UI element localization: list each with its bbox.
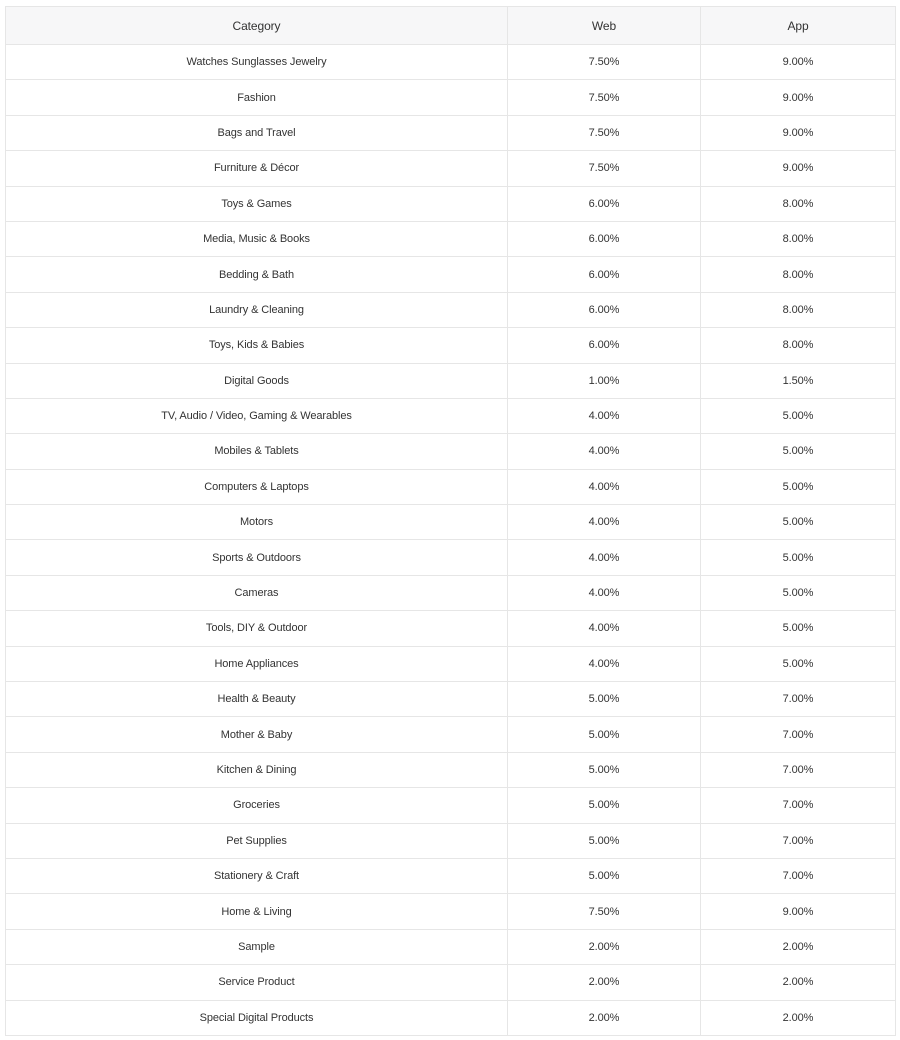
category-cell: Fashion	[6, 80, 508, 115]
category-cell: Furniture & Décor	[6, 151, 508, 186]
table-row	[6, 434, 896, 469]
web-rate-cell: 4.00%	[508, 611, 701, 646]
app-rate-cell: 5.00%	[701, 469, 896, 504]
table-row	[6, 221, 896, 256]
table-row	[6, 45, 896, 80]
table-row	[6, 540, 896, 575]
table-row	[6, 752, 896, 787]
table-row	[6, 858, 896, 893]
table-row	[6, 965, 896, 1000]
table-row	[6, 682, 896, 717]
table-row	[6, 328, 896, 363]
table-row	[6, 823, 896, 858]
table-row	[6, 505, 896, 540]
app-rate-cell: 5.00%	[701, 575, 896, 610]
table-row	[6, 398, 896, 433]
web-rate-cell: 6.00%	[508, 221, 701, 256]
app-rate-cell: 9.00%	[701, 151, 896, 186]
table-header	[6, 7, 896, 45]
column-header-app: App	[701, 7, 896, 45]
web-rate-cell: 1.00%	[508, 363, 701, 398]
web-rate-cell: 6.00%	[508, 186, 701, 221]
app-rate-cell: 5.00%	[701, 434, 896, 469]
app-rate-cell: 9.00%	[701, 115, 896, 150]
app-rate-cell: 8.00%	[701, 221, 896, 256]
app-rate-cell: 8.00%	[701, 186, 896, 221]
app-rate-cell: 7.00%	[701, 858, 896, 893]
commission-table	[5, 6, 896, 1036]
web-rate-cell: 5.00%	[508, 823, 701, 858]
app-rate-cell: 2.00%	[701, 965, 896, 1000]
category-cell: Groceries	[6, 788, 508, 823]
table-row	[6, 929, 896, 964]
web-rate-cell: 7.50%	[508, 115, 701, 150]
header-row	[6, 7, 896, 45]
table-row	[6, 646, 896, 681]
app-rate-cell: 2.00%	[701, 929, 896, 964]
commission-table-container	[5, 6, 895, 1036]
web-rate-cell: 6.00%	[508, 328, 701, 363]
app-rate-cell: 7.00%	[701, 823, 896, 858]
category-cell: Digital Goods	[6, 363, 508, 398]
category-cell: Mother & Baby	[6, 717, 508, 752]
category-cell: Bags and Travel	[6, 115, 508, 150]
category-cell: Special Digital Products	[6, 1000, 508, 1035]
category-cell: Computers & Laptops	[6, 469, 508, 504]
app-rate-cell: 9.00%	[701, 894, 896, 929]
app-rate-cell: 5.00%	[701, 505, 896, 540]
category-cell: Tools, DIY & Outdoor	[6, 611, 508, 646]
web-rate-cell: 7.50%	[508, 151, 701, 186]
table-row	[6, 469, 896, 504]
web-rate-cell: 2.00%	[508, 929, 701, 964]
web-rate-cell: 7.50%	[508, 45, 701, 80]
table-row	[6, 292, 896, 327]
app-rate-cell: 5.00%	[701, 611, 896, 646]
category-cell: Health & Beauty	[6, 682, 508, 717]
web-rate-cell: 5.00%	[508, 788, 701, 823]
column-header-web: Web	[508, 7, 701, 45]
table-row	[6, 363, 896, 398]
app-rate-cell: 5.00%	[701, 646, 896, 681]
category-cell: Media, Music & Books	[6, 221, 508, 256]
category-cell: Stationery & Craft	[6, 858, 508, 893]
category-cell: Bedding & Bath	[6, 257, 508, 292]
category-cell: TV, Audio / Video, Gaming & Wearables	[6, 398, 508, 433]
app-rate-cell: 7.00%	[701, 752, 896, 787]
category-cell: Toys, Kids & Babies	[6, 328, 508, 363]
web-rate-cell: 5.00%	[508, 682, 701, 717]
app-rate-cell: 8.00%	[701, 292, 896, 327]
app-rate-cell: 5.00%	[701, 398, 896, 433]
table-row	[6, 151, 896, 186]
category-cell: Watches Sunglasses Jewelry	[6, 45, 508, 80]
web-rate-cell: 4.00%	[508, 540, 701, 575]
table-row	[6, 115, 896, 150]
web-rate-cell: 4.00%	[508, 575, 701, 610]
web-rate-cell: 7.50%	[508, 894, 701, 929]
app-rate-cell: 7.00%	[701, 788, 896, 823]
category-cell: Sample	[6, 929, 508, 964]
web-rate-cell: 4.00%	[508, 646, 701, 681]
category-cell: Toys & Games	[6, 186, 508, 221]
table-row	[6, 186, 896, 221]
app-rate-cell: 8.00%	[701, 328, 896, 363]
app-rate-cell: 7.00%	[701, 717, 896, 752]
table-row	[6, 894, 896, 929]
web-rate-cell: 6.00%	[508, 257, 701, 292]
category-cell: Service Product	[6, 965, 508, 1000]
table-row	[6, 80, 896, 115]
column-header-category: Category	[6, 7, 508, 45]
category-cell: Mobiles & Tablets	[6, 434, 508, 469]
web-rate-cell: 4.00%	[508, 469, 701, 504]
table-row	[6, 257, 896, 292]
web-rate-cell: 7.50%	[508, 80, 701, 115]
category-cell: Pet Supplies	[6, 823, 508, 858]
category-cell: Laundry & Cleaning	[6, 292, 508, 327]
app-rate-cell: 9.00%	[701, 80, 896, 115]
web-rate-cell: 5.00%	[508, 752, 701, 787]
table-row	[6, 575, 896, 610]
table-row	[6, 1000, 896, 1035]
web-rate-cell: 4.00%	[508, 505, 701, 540]
app-rate-cell: 1.50%	[701, 363, 896, 398]
category-cell: Motors	[6, 505, 508, 540]
category-cell: Home Appliances	[6, 646, 508, 681]
web-rate-cell: 5.00%	[508, 717, 701, 752]
web-rate-cell: 2.00%	[508, 965, 701, 1000]
app-rate-cell: 5.00%	[701, 540, 896, 575]
app-rate-cell: 9.00%	[701, 45, 896, 80]
web-rate-cell: 4.00%	[508, 434, 701, 469]
web-rate-cell: 6.00%	[508, 292, 701, 327]
category-cell: Cameras	[6, 575, 508, 610]
category-cell: Home & Living	[6, 894, 508, 929]
table-row	[6, 717, 896, 752]
app-rate-cell: 7.00%	[701, 682, 896, 717]
table-row	[6, 611, 896, 646]
web-rate-cell: 2.00%	[508, 1000, 701, 1035]
category-cell: Sports & Outdoors	[6, 540, 508, 575]
app-rate-cell: 8.00%	[701, 257, 896, 292]
table-row	[6, 788, 896, 823]
web-rate-cell: 5.00%	[508, 858, 701, 893]
app-rate-cell: 2.00%	[701, 1000, 896, 1035]
category-cell: Kitchen & Dining	[6, 752, 508, 787]
table-body	[6, 45, 896, 1036]
web-rate-cell: 4.00%	[508, 398, 701, 433]
